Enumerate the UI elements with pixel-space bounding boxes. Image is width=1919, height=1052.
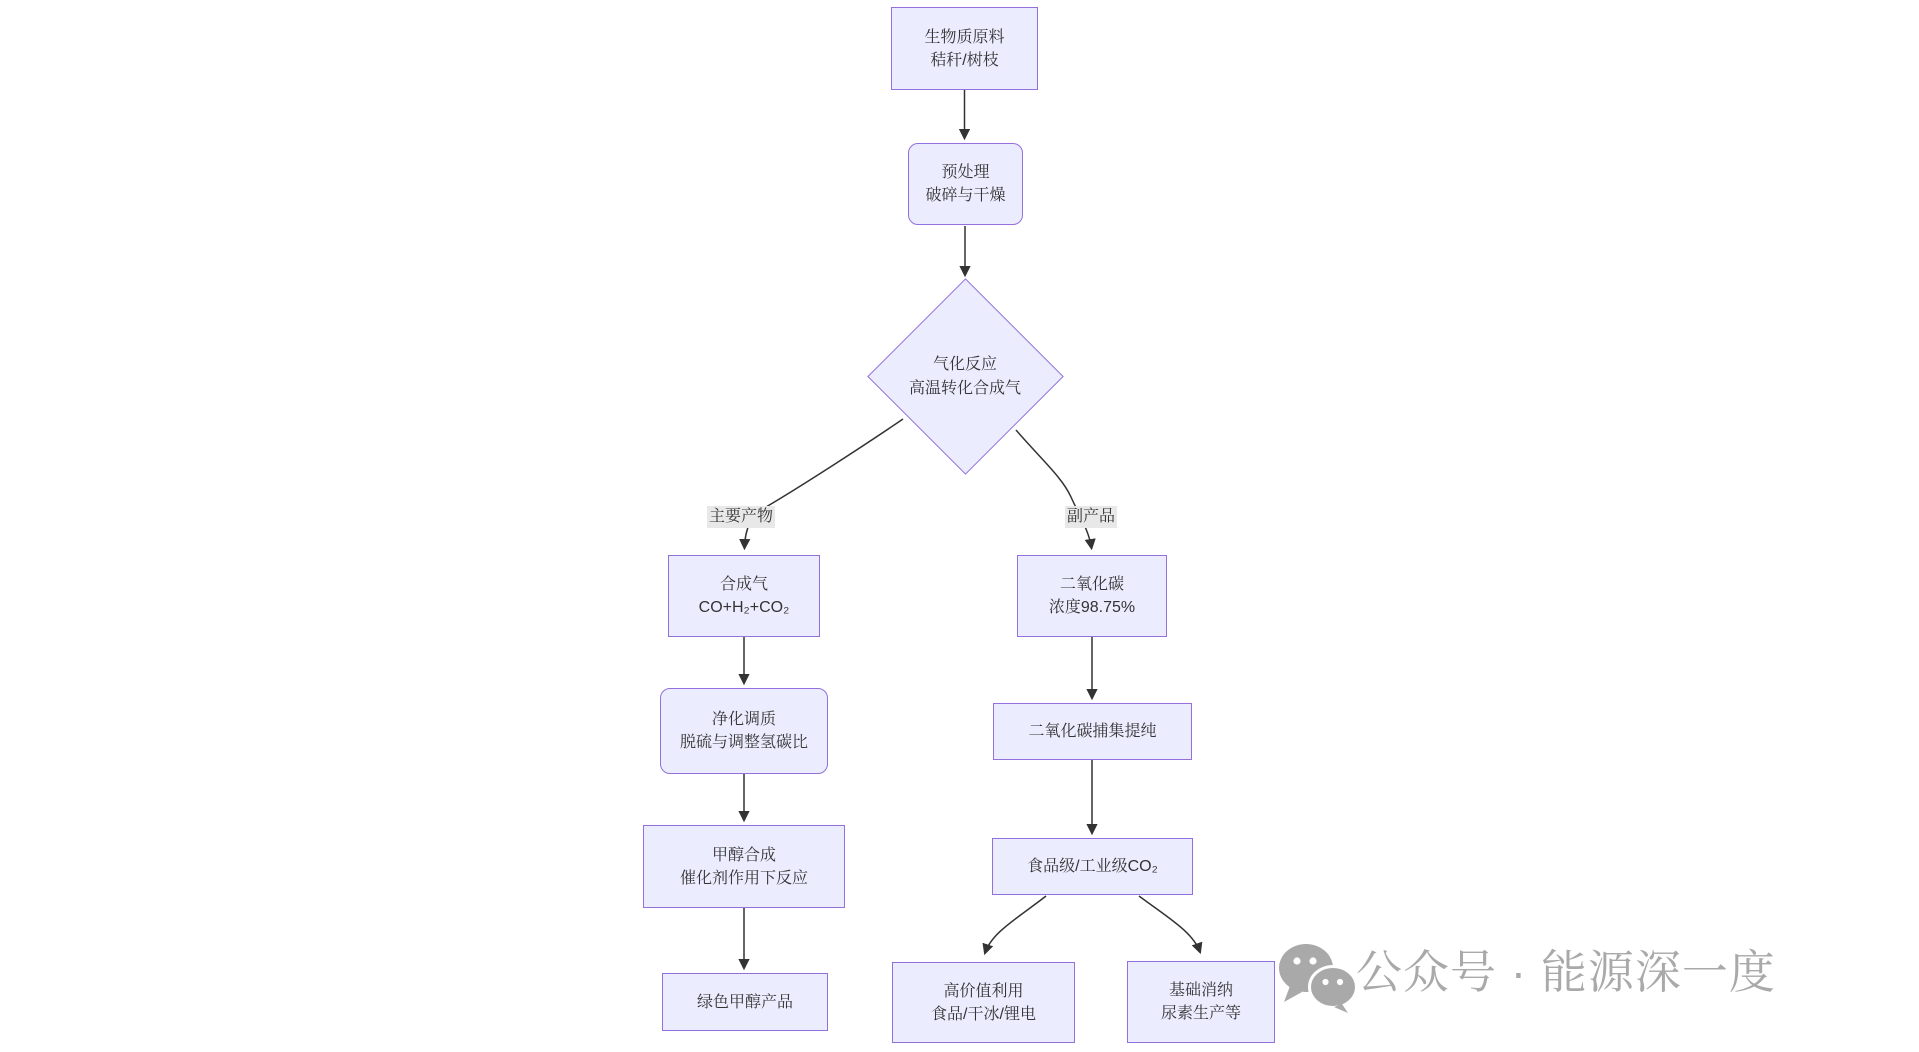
node-green-methanol xyxy=(662,973,828,1031)
node-gasification xyxy=(855,353,1075,401)
edge-grade-highvalue xyxy=(985,896,1046,953)
node-methanol-synthesis-line2: 催化剂作用下反应 xyxy=(679,869,808,887)
node-basic-use-line1: 基础消纳 xyxy=(1168,982,1233,999)
node-biomass-line1: 生物质原料 xyxy=(924,28,1005,46)
node-high-value-line2: 食品/干冰/锂电 xyxy=(931,1005,1036,1023)
node-co2-line1: 二氧化碳 xyxy=(1059,576,1124,593)
node-methanol-synthesis xyxy=(643,825,845,908)
node-co2-grade xyxy=(992,838,1193,895)
edge-gasification-co2 xyxy=(1016,430,1092,548)
node-basic-use xyxy=(1127,961,1275,1043)
node-co2-line2: 浓度98.75% xyxy=(1048,599,1136,616)
node-methanol-synthesis-line1: 甲醇合成 xyxy=(711,846,776,864)
node-gasification-line1: 气化反应 xyxy=(932,356,997,373)
node-purification-line1: 净化调质 xyxy=(711,711,776,728)
node-co2-grade-line1: 食品级/工业级CO₂ xyxy=(1027,858,1158,875)
watermark-text: 公众号 · 能源深一度 xyxy=(1356,946,1776,998)
node-high-value-line1: 高价值利用 xyxy=(943,982,1024,1000)
edge-label-byproduct: 副产品 xyxy=(1065,506,1117,528)
node-high-value xyxy=(892,962,1075,1043)
node-biomass xyxy=(891,7,1038,90)
edge-gasification-syngas xyxy=(745,419,904,548)
node-co2-capture xyxy=(993,703,1192,760)
node-purification-line2: 脱硫与调整氢碳比 xyxy=(679,734,808,751)
node-pretreatment-line2: 破碎与干燥 xyxy=(925,187,1006,204)
node-syngas xyxy=(668,555,820,637)
node-pretreatment-line1: 预处理 xyxy=(941,164,990,181)
node-purification xyxy=(660,688,828,774)
node-green-methanol-line1: 绿色甲醇产品 xyxy=(696,993,793,1011)
node-basic-use-line2: 尿素生产等 xyxy=(1160,1005,1241,1022)
edge-grade-basicuse xyxy=(1139,896,1200,952)
node-syngas-line2: CO+H₂+CO₂ xyxy=(698,599,790,616)
node-biomass-line2: 秸秆/树枝 xyxy=(930,51,999,69)
node-co2-capture-line1: 二氧化碳捕集提纯 xyxy=(1028,723,1157,740)
node-co2 xyxy=(1017,555,1167,637)
node-syngas-line1: 合成气 xyxy=(719,576,768,593)
node-pretreatment xyxy=(908,143,1023,225)
wechat-icon xyxy=(1278,940,1360,1014)
node-gasification-line2: 高温转化合成气 xyxy=(908,380,1021,397)
edge-label-main-product: 主要产物 xyxy=(707,506,775,528)
